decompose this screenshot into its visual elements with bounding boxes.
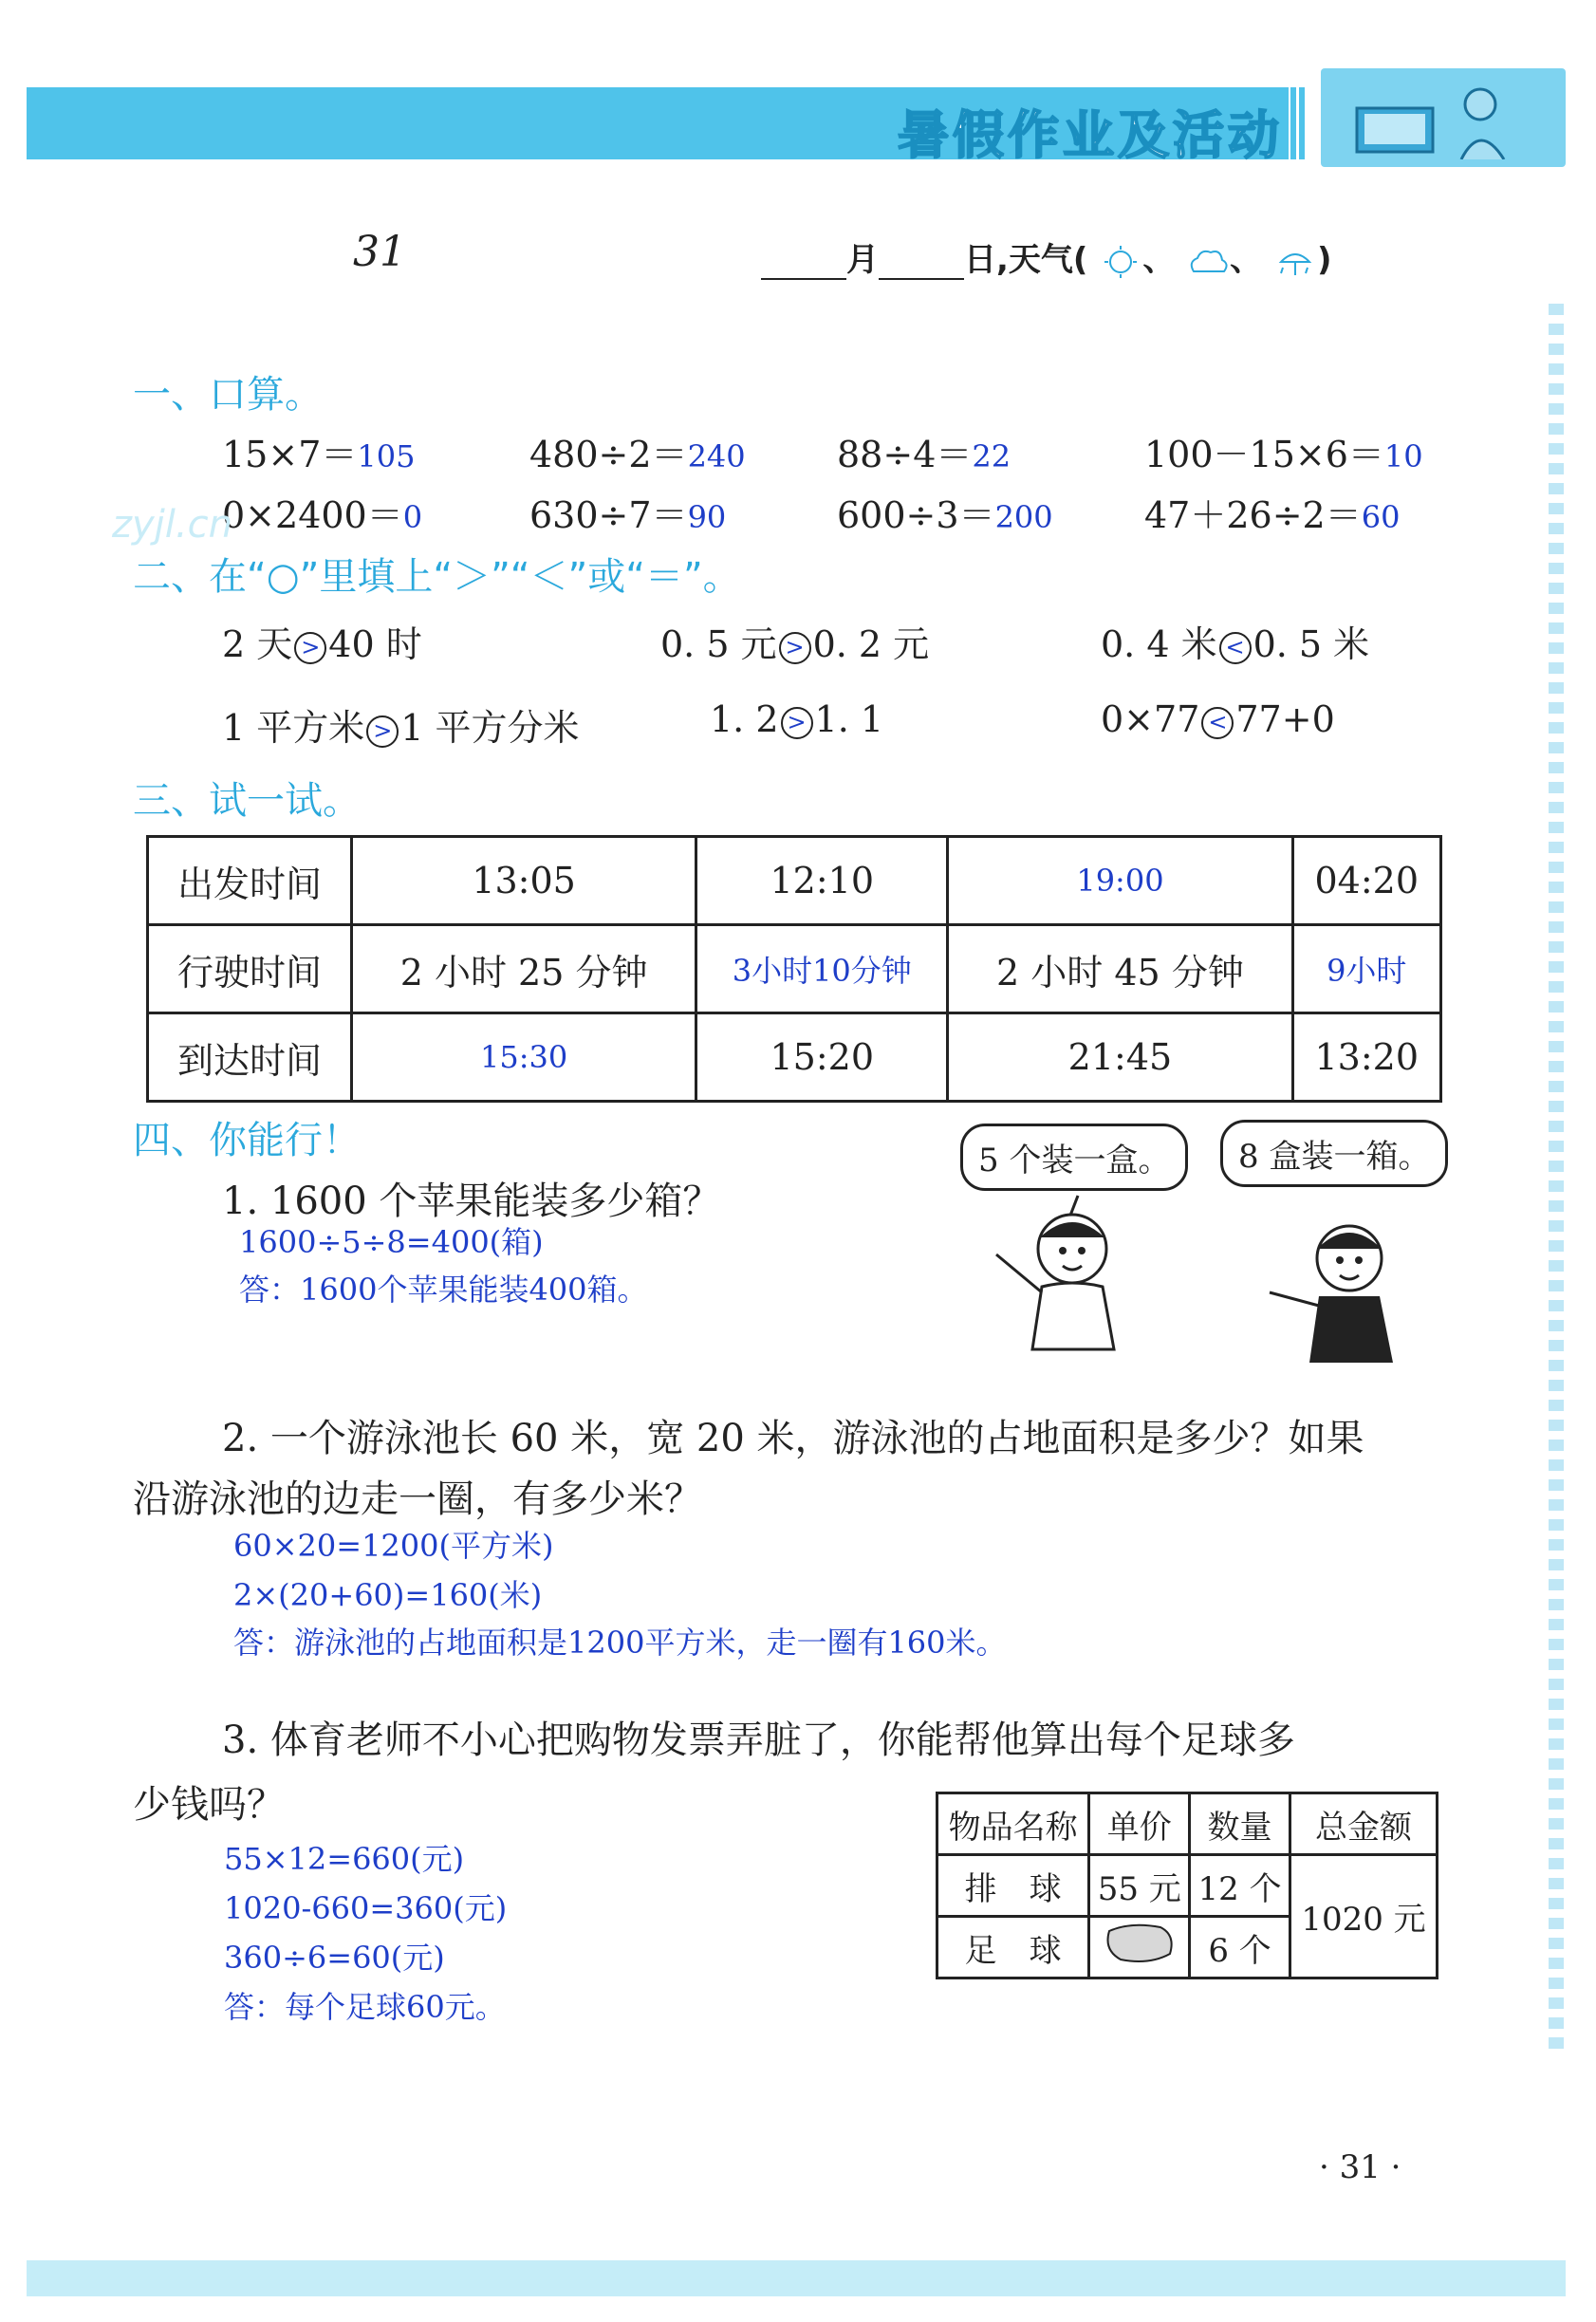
answer-2-line: 答：游泳池的占地面积是1200平方米，走一圈有160米。: [233, 1625, 1007, 1661]
day-blank: [879, 250, 964, 280]
answer-1-line: 答：1600个苹果能装400箱。: [239, 1272, 648, 1308]
speech-bubble-boy: 8 盒装一箱。: [1220, 1120, 1448, 1187]
month-blank: [761, 250, 846, 280]
answer-1-line: 1600÷5÷8=400(箱): [239, 1224, 544, 1260]
watermark: zyjl.cn: [112, 503, 232, 547]
question-2-line2: 沿游泳池的边走一圈，有多少米？: [133, 1477, 702, 1521]
rain-icon: [1273, 245, 1317, 279]
table-cell: 2 小时 25 分钟: [352, 925, 696, 1013]
calc-item: 480÷2＝240: [529, 434, 746, 475]
table-cell: 55 元: [1089, 1855, 1190, 1917]
compare-item: 0. 4 米 < 0. 5 米: [1101, 623, 1370, 665]
boy-cartoon-icon: [1262, 1211, 1442, 1372]
question-1: 1. 1600 个苹果能装多少箱？: [222, 1180, 721, 1223]
answer-3-line: 360÷6=60(元): [224, 1940, 445, 1976]
row-header: 到达时间: [148, 1013, 352, 1102]
answer-2-line: 2×(20+60)=160(米): [233, 1577, 543, 1613]
total-cell: 1020 元: [1290, 1855, 1437, 1978]
question-2-line1: 2. 一个游泳池长 60 米，宽 20 米，游泳池的占地面积是多少？如果: [222, 1417, 1364, 1460]
answer-cell: 15:30: [352, 1013, 696, 1102]
answer-cell: 19:00: [948, 837, 1292, 925]
section2-title: 二、在“○”里填上“＞”“＜”或“＝”。: [133, 555, 741, 599]
column-header: 单价: [1089, 1793, 1190, 1855]
table-cell: 排 球: [937, 1855, 1089, 1917]
calc-item: 600÷3＝200: [837, 494, 1053, 536]
date-line: 月 日,天气( 、 、 ): [761, 233, 1332, 280]
table-cell: 12:10: [696, 837, 948, 925]
table-cell: 2 小时 45 分钟: [948, 925, 1292, 1013]
time-table: [146, 835, 1442, 1103]
section3-title: 三、试一试。: [133, 779, 361, 823]
calc-item: 15×7＝105: [222, 434, 416, 475]
table-row: [937, 1793, 1438, 1855]
table-cell: 04:20: [1292, 837, 1440, 925]
girl-cartoon-icon: [987, 1188, 1148, 1359]
table-cell: 13:05: [352, 837, 696, 925]
question-3-line2: 少钱吗？: [133, 1783, 285, 1827]
answer-cell: 9小时: [1292, 925, 1440, 1013]
table-cell: 12 个: [1190, 1855, 1290, 1917]
section4-title: 四、你能行！: [133, 1119, 361, 1162]
sun-icon: [1099, 245, 1142, 279]
table-cell: 15:20: [696, 1013, 948, 1102]
column-header: 物品名称: [937, 1793, 1089, 1855]
answer-cell: 3小时10分钟: [696, 925, 948, 1013]
question-3-line1: 3. 体育老师不小心把购物发票弄脏了，你能帮他算出每个足球多: [222, 1718, 1295, 1762]
speech-bubble-girl: 5 个装一盒。: [960, 1124, 1188, 1191]
cloud-icon: [1186, 245, 1230, 279]
answer-3-line: 1020-660=360(元): [224, 1890, 508, 1926]
answer-2-line: 60×20=1200(平方米): [233, 1528, 554, 1564]
column-header: 数量: [1190, 1793, 1290, 1855]
calc-item: 100－15×6＝10: [1144, 434, 1423, 475]
stain-blot-icon: [1102, 1922, 1178, 1965]
compare-item: 0×77 < 77+0: [1101, 698, 1335, 740]
compare-item: 0. 5 元 > 0. 2 元: [660, 623, 930, 665]
page-number: · 31 ·: [1319, 2148, 1401, 2186]
computer-illustration-icon: [1347, 80, 1537, 159]
calc-item: 47＋26÷2＝60: [1144, 494, 1401, 536]
table-cell: 21:45: [948, 1013, 1292, 1102]
banner-stripes: [1290, 87, 1313, 159]
table-row: [148, 837, 1441, 925]
answer-3-line: 答：每个足球60元。: [224, 1989, 506, 2025]
table-cell: 13:20: [1292, 1013, 1440, 1102]
header-title: 暑假作业及活动: [898, 105, 1283, 165]
stain-cell: [1089, 1917, 1190, 1978]
side-dashes: [1549, 304, 1566, 2057]
table-row: [148, 1013, 1441, 1102]
day-number: 31: [353, 228, 406, 276]
table-row: [937, 1855, 1438, 1917]
invoice-table: [936, 1792, 1438, 1979]
bottom-band: [27, 2260, 1566, 2296]
compare-item: 1 平方米 > 1 平方分米: [222, 707, 580, 749]
compare-item: 2 天 > 40 时: [222, 623, 422, 665]
table-row: [148, 925, 1441, 1013]
compare-item: 1. 2 > 1. 1: [710, 698, 884, 740]
table-cell: 6 个: [1190, 1917, 1290, 1978]
column-header: 总金额: [1290, 1793, 1437, 1855]
calc-item: 88÷4＝22: [837, 434, 1011, 475]
section1-title: 一、口算。: [133, 373, 323, 417]
table-cell: 足 球: [937, 1917, 1089, 1978]
row-header: 行驶时间: [148, 925, 352, 1013]
calc-item: 0×2400＝0: [222, 494, 423, 536]
row-header: 出发时间: [148, 837, 352, 925]
calc-item: 630÷7＝90: [529, 494, 727, 536]
answer-3-line: 55×12=660(元): [224, 1841, 465, 1877]
